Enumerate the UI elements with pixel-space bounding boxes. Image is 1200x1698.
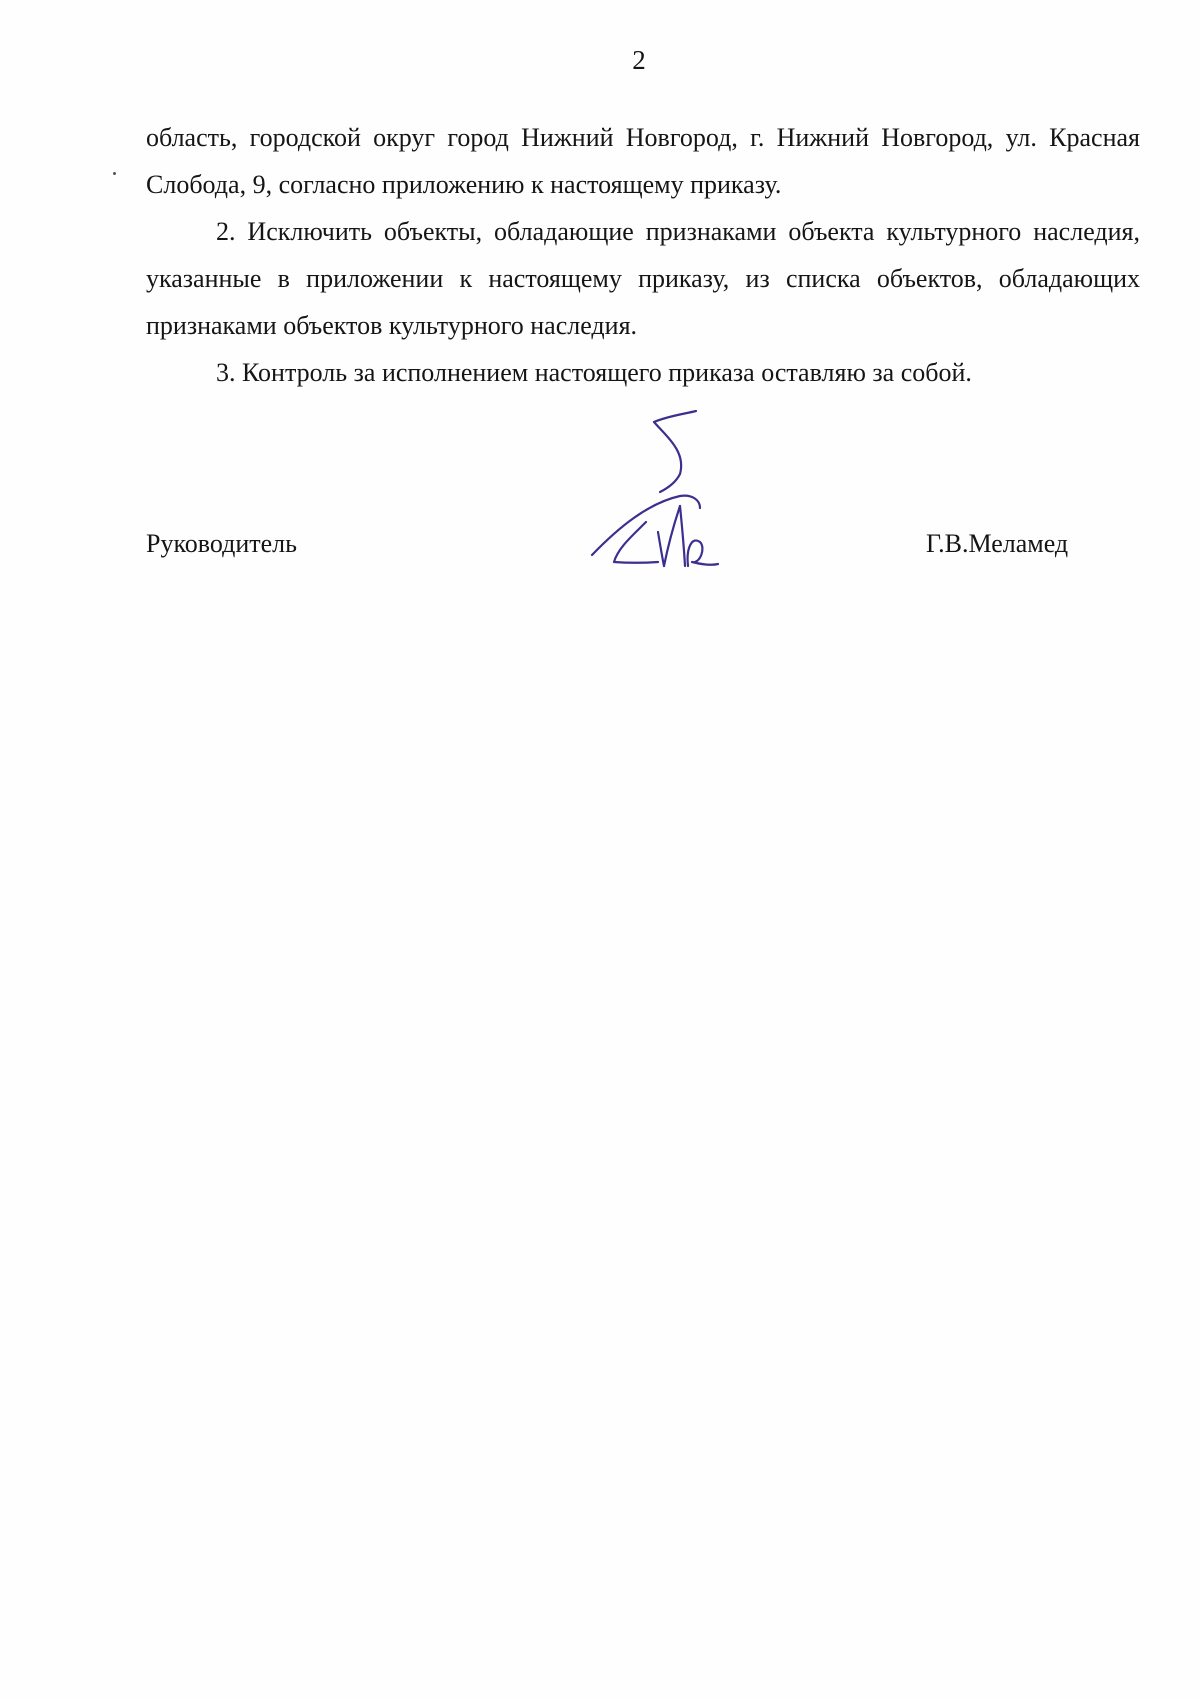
signer-name: Г.В.Меламед [926, 529, 1069, 558]
paragraph-2: 2. Исключить объекты, обладающие признаками объекта культурного наследия, указанные в приложении к настоящему приказу, из списка объектов, обладающих признаками объектов культурного наследия. [146, 217, 1140, 340]
signature-block [146, 527, 1140, 567]
signer-title: Руководитель [146, 529, 297, 558]
paragraph-3: 3. Контроль за исполнением настоящего приказа оставляю за собой. [216, 358, 972, 387]
paragraph-continuation: область, городской округ город Нижний Новгород, г. Нижний Новгород, ул. Красная Слобода, 9, согласно приложению к настоящему приказу. [146, 123, 1140, 199]
page-number: 2 [632, 45, 646, 75]
scan-speck [113, 172, 116, 175]
document-body [146, 114, 1140, 396]
